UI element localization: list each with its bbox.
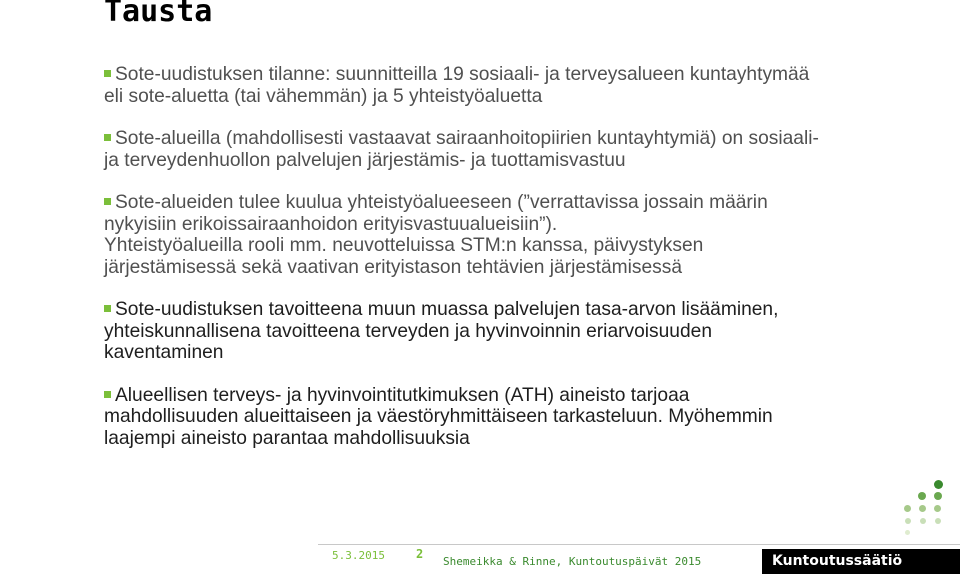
square-bullet-icon — [104, 198, 111, 205]
square-bullet-icon — [104, 305, 111, 312]
bullet-item — [104, 299, 824, 364]
bullet-item — [104, 128, 824, 171]
slide-title: Tausta — [104, 0, 213, 29]
bullet-text: Sote-alueiden tulee kuulua yhteistyöalueeseen (”verrattavissa jossain määrin nykyisiin erikoissairaanhoidon erityisvastuualueisiin”). — [104, 192, 768, 235]
bullet-text-continuation: Yhteistyöalueilla rooli mm. neuvotteluissa STM:n kanssa, päivystyksen järjestämisessä sekä vaativan erityistason tehtävien järjestämisessä — [104, 235, 704, 278]
page-number: 2 — [416, 547, 424, 561]
bullet-item — [104, 192, 824, 278]
square-bullet-icon — [104, 134, 111, 141]
dot-icon — [905, 518, 911, 524]
bullet-text: Sote-alueilla (mahdollisesti vastaavat sairaanhoitopiirien kuntayhtymiä) on sosiaali- ja terveydenhuollon palvelujen järjestämis- ja tuottamisvastuu — [104, 128, 819, 171]
bullet-list — [104, 64, 824, 449]
brand-logo: Kuntoutussäätiö — [762, 549, 960, 574]
square-bullet-icon — [104, 70, 111, 77]
footer-author: Shemeikka & Rinne, Kuntoutuspäivät 2015 — [443, 555, 702, 568]
square-bullet-icon — [104, 391, 111, 398]
bullet-text: Sote-uudistuksen tavoitteena muun muassa palvelujen tasa-arvon lisääminen, yhteiskunnallisena tavoitteena terveyden ja hyvinvoinnin eriarvoisuuden kaventaminen — [104, 299, 779, 363]
dot-icon — [904, 505, 911, 512]
decorative-dot-pattern — [900, 468, 950, 538]
footer-date: 5.3.2015 — [332, 549, 385, 562]
bullet-item — [104, 64, 824, 107]
dot-icon — [935, 518, 941, 524]
dot-icon — [918, 492, 926, 500]
dot-icon — [919, 505, 926, 512]
dot-icon — [934, 492, 942, 500]
bullet-text: Alueellisen terveys- ja hyvinvointitutkimuksen (ATH) aineisto tarjoaa mahdollisuuden alueittaiseen ja väestöryhmittäiseen tarkasteluun. Myöhemmin laajempi aineisto parantaa mahdollisuuksia — [104, 384, 773, 449]
bullet-item — [104, 385, 824, 450]
dot-icon — [920, 518, 926, 524]
footer-divider — [318, 544, 960, 545]
dot-icon — [934, 480, 943, 489]
dot-icon — [934, 505, 941, 512]
dot-icon — [905, 530, 910, 535]
bullet-text: Sote-uudistuksen tilanne: suunnitteilla 19 sosiaali- ja terveysalueen kuntayhtymää eli sote-aluetta (tai vähemmän) ja 5 yhteistyöaluetta — [104, 64, 810, 107]
